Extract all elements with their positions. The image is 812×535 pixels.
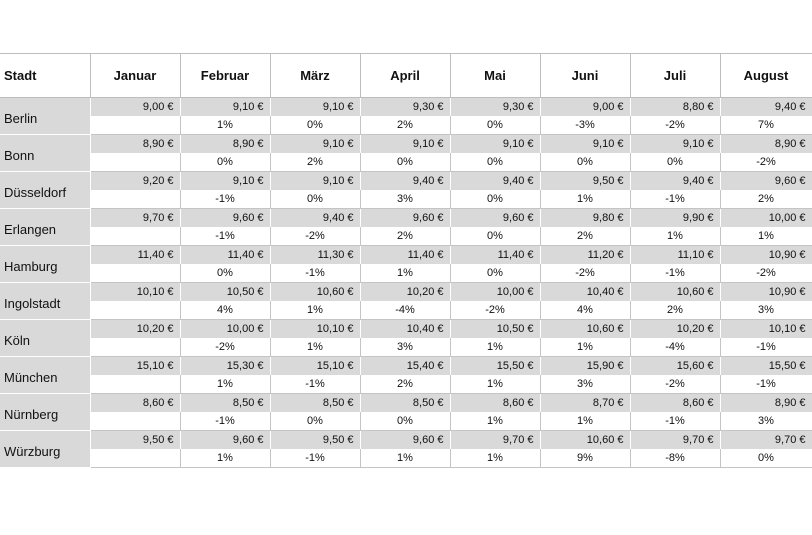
- table-row-changes: [0, 449, 812, 468]
- price-cell: 8,80 €: [630, 98, 720, 117]
- price-cell: 15,10 €: [90, 357, 180, 376]
- price-cell: 9,40 €: [450, 172, 540, 191]
- price-cell: 15,90 €: [540, 357, 630, 376]
- month-header-januar: Januar: [90, 54, 180, 98]
- price-cell: 9,30 €: [450, 98, 540, 117]
- price-cell: 9,00 €: [90, 98, 180, 117]
- price-cell: 15,60 €: [630, 357, 720, 376]
- table-body: [0, 98, 812, 468]
- price-cell: 9,10 €: [450, 135, 540, 154]
- price-table: [0, 53, 812, 468]
- city-name-cell: Würzburg: [0, 431, 90, 468]
- change-percent-cell: 1%: [450, 375, 540, 394]
- change-percent-cell: -1%: [180, 227, 270, 246]
- change-percent-cell: 0%: [360, 153, 450, 172]
- price-cell: 9,50 €: [90, 431, 180, 450]
- change-percent-cell: -1%: [630, 264, 720, 283]
- city-name-cell: Erlangen: [0, 209, 90, 246]
- city-column-header: Stadt: [0, 54, 90, 98]
- price-cell: 9,60 €: [720, 172, 812, 191]
- price-cell: 9,90 €: [630, 209, 720, 228]
- table-row-changes: [0, 153, 812, 172]
- change-percent-cell: 3%: [720, 412, 812, 431]
- price-cell: 9,60 €: [360, 431, 450, 450]
- header-row: [0, 54, 812, 98]
- price-cell: 9,70 €: [450, 431, 540, 450]
- change-percent-cell: -2%: [450, 301, 540, 320]
- price-cell: 10,90 €: [720, 283, 812, 302]
- change-percent-cell: 0%: [450, 264, 540, 283]
- month-header-maerz: März: [270, 54, 360, 98]
- price-cell: 10,50 €: [450, 320, 540, 339]
- price-cell: 9,80 €: [540, 209, 630, 228]
- change-percent-cell: -1%: [630, 190, 720, 209]
- price-cell: 9,10 €: [270, 98, 360, 117]
- price-cell: 9,30 €: [360, 98, 450, 117]
- price-cell: 10,10 €: [720, 320, 812, 339]
- change-percent-cell: -1%: [720, 375, 812, 394]
- change-percent-cell: 7%: [720, 116, 812, 135]
- change-percent-cell: 0%: [450, 227, 540, 246]
- price-cell: 9,10 €: [360, 135, 450, 154]
- price-cell: 8,90 €: [720, 394, 812, 413]
- price-cell: 8,50 €: [360, 394, 450, 413]
- price-cell: 15,50 €: [450, 357, 540, 376]
- change-percent-cell: -1%: [270, 264, 360, 283]
- price-cell: 10,60 €: [630, 283, 720, 302]
- change-percent-cell: 1%: [180, 375, 270, 394]
- table-row-prices: [0, 283, 812, 302]
- price-cell: 9,60 €: [180, 431, 270, 450]
- price-cell: 9,50 €: [270, 431, 360, 450]
- price-cell: 11,40 €: [180, 246, 270, 265]
- change-percent-cell: 3%: [360, 190, 450, 209]
- empty-change-cell: [90, 264, 180, 283]
- price-cell: 9,20 €: [90, 172, 180, 191]
- month-header-februar: Februar: [180, 54, 270, 98]
- table-row-prices: [0, 431, 812, 450]
- change-percent-cell: 0%: [360, 412, 450, 431]
- change-percent-cell: 1%: [720, 227, 812, 246]
- table-row-changes: [0, 264, 812, 283]
- price-cell: 9,10 €: [270, 172, 360, 191]
- empty-change-cell: [90, 301, 180, 320]
- city-name-cell: Berlin: [0, 98, 90, 135]
- month-header-april: April: [360, 54, 450, 98]
- price-cell: 11,20 €: [540, 246, 630, 265]
- change-percent-cell: 1%: [180, 449, 270, 468]
- change-percent-cell: 1%: [630, 227, 720, 246]
- change-percent-cell: 0%: [450, 153, 540, 172]
- change-percent-cell: -4%: [630, 338, 720, 357]
- change-percent-cell: 3%: [360, 338, 450, 357]
- month-header-juni: Juni: [540, 54, 630, 98]
- change-percent-cell: -1%: [270, 375, 360, 394]
- price-cell: 10,00 €: [720, 209, 812, 228]
- price-cell: 11,30 €: [270, 246, 360, 265]
- city-name-cell: Köln: [0, 320, 90, 357]
- price-cell: 10,60 €: [540, 431, 630, 450]
- table-row-prices: [0, 246, 812, 265]
- change-percent-cell: -2%: [720, 264, 812, 283]
- change-percent-cell: 0%: [630, 153, 720, 172]
- price-cell: 10,40 €: [360, 320, 450, 339]
- change-percent-cell: -1%: [180, 190, 270, 209]
- price-cell: 10,40 €: [540, 283, 630, 302]
- price-cell: 8,60 €: [450, 394, 540, 413]
- price-cell: 11,40 €: [450, 246, 540, 265]
- price-cell: 9,10 €: [180, 172, 270, 191]
- price-cell: 8,60 €: [90, 394, 180, 413]
- change-percent-cell: 2%: [360, 227, 450, 246]
- change-percent-cell: 1%: [180, 116, 270, 135]
- change-percent-cell: 1%: [540, 190, 630, 209]
- price-cell: 9,40 €: [720, 98, 812, 117]
- price-cell: 9,70 €: [720, 431, 812, 450]
- change-percent-cell: 0%: [720, 449, 812, 468]
- change-percent-cell: 2%: [360, 375, 450, 394]
- price-cell: 9,60 €: [180, 209, 270, 228]
- price-cell: 10,20 €: [630, 320, 720, 339]
- price-cell: 11,40 €: [360, 246, 450, 265]
- empty-change-cell: [90, 449, 180, 468]
- city-name-cell: München: [0, 357, 90, 394]
- change-percent-cell: 1%: [450, 412, 540, 431]
- change-percent-cell: 1%: [540, 412, 630, 431]
- change-percent-cell: -8%: [630, 449, 720, 468]
- change-percent-cell: -2%: [630, 116, 720, 135]
- change-percent-cell: 0%: [180, 264, 270, 283]
- price-cell: 11,10 €: [630, 246, 720, 265]
- price-cell: 9,50 €: [540, 172, 630, 191]
- change-percent-cell: 1%: [450, 338, 540, 357]
- price-cell: 9,40 €: [270, 209, 360, 228]
- change-percent-cell: 1%: [270, 301, 360, 320]
- table-row-changes: [0, 375, 812, 394]
- table-header: [0, 54, 812, 98]
- change-percent-cell: 2%: [630, 301, 720, 320]
- price-cell: 9,10 €: [630, 135, 720, 154]
- table-row-prices: [0, 209, 812, 228]
- price-cell: 8,50 €: [270, 394, 360, 413]
- change-percent-cell: 1%: [360, 449, 450, 468]
- change-percent-cell: 4%: [540, 301, 630, 320]
- table-row-prices: [0, 98, 812, 117]
- table-row-prices: [0, 135, 812, 154]
- change-percent-cell: 3%: [720, 301, 812, 320]
- table-row-changes: [0, 301, 812, 320]
- empty-change-cell: [90, 375, 180, 394]
- empty-change-cell: [90, 412, 180, 431]
- change-percent-cell: 0%: [540, 153, 630, 172]
- table-row-prices: [0, 394, 812, 413]
- price-cell: 8,50 €: [180, 394, 270, 413]
- price-cell: 8,90 €: [720, 135, 812, 154]
- price-cell: 9,10 €: [180, 98, 270, 117]
- price-cell: 11,40 €: [90, 246, 180, 265]
- change-percent-cell: 0%: [270, 412, 360, 431]
- empty-change-cell: [90, 338, 180, 357]
- table-row-changes: [0, 227, 812, 246]
- change-percent-cell: 2%: [720, 190, 812, 209]
- city-name-cell: Hamburg: [0, 246, 90, 283]
- city-name-cell: Nürnberg: [0, 394, 90, 431]
- price-cell: 10,00 €: [180, 320, 270, 339]
- price-cell: 10,90 €: [720, 246, 812, 265]
- change-percent-cell: 2%: [270, 153, 360, 172]
- change-percent-cell: -2%: [540, 264, 630, 283]
- change-percent-cell: 0%: [450, 116, 540, 135]
- change-percent-cell: 1%: [270, 338, 360, 357]
- change-percent-cell: 1%: [360, 264, 450, 283]
- price-cell: 9,60 €: [360, 209, 450, 228]
- change-percent-cell: -1%: [720, 338, 812, 357]
- price-cell: 10,20 €: [360, 283, 450, 302]
- price-cell: 10,00 €: [450, 283, 540, 302]
- price-cell: 9,60 €: [450, 209, 540, 228]
- change-percent-cell: 1%: [540, 338, 630, 357]
- change-percent-cell: 0%: [450, 190, 540, 209]
- change-percent-cell: 9%: [540, 449, 630, 468]
- change-percent-cell: -2%: [270, 227, 360, 246]
- month-header-august: August: [720, 54, 812, 98]
- price-cell: 15,10 €: [270, 357, 360, 376]
- price-cell: 8,90 €: [180, 135, 270, 154]
- price-cell: 15,50 €: [720, 357, 812, 376]
- price-cell: 9,00 €: [540, 98, 630, 117]
- price-cell: 9,10 €: [270, 135, 360, 154]
- table-row-changes: [0, 338, 812, 357]
- table-row-changes: [0, 116, 812, 135]
- change-percent-cell: -2%: [630, 375, 720, 394]
- change-percent-cell: -1%: [270, 449, 360, 468]
- price-cell: 10,10 €: [270, 320, 360, 339]
- change-percent-cell: 1%: [450, 449, 540, 468]
- change-percent-cell: -1%: [180, 412, 270, 431]
- price-cell: 10,60 €: [270, 283, 360, 302]
- change-percent-cell: -1%: [630, 412, 720, 431]
- price-cell: 9,70 €: [630, 431, 720, 450]
- change-percent-cell: 0%: [180, 153, 270, 172]
- month-header-mai: Mai: [450, 54, 540, 98]
- change-percent-cell: -4%: [360, 301, 450, 320]
- change-percent-cell: -3%: [540, 116, 630, 135]
- price-cell: 15,30 €: [180, 357, 270, 376]
- table-row-changes: [0, 412, 812, 431]
- price-cell: 15,40 €: [360, 357, 450, 376]
- change-percent-cell: 4%: [180, 301, 270, 320]
- month-header-juli: Juli: [630, 54, 720, 98]
- empty-change-cell: [90, 227, 180, 246]
- city-name-cell: Ingolstadt: [0, 283, 90, 320]
- price-cell: 9,40 €: [360, 172, 450, 191]
- price-cell: 10,60 €: [540, 320, 630, 339]
- price-cell: 8,70 €: [540, 394, 630, 413]
- price-cell: 8,60 €: [630, 394, 720, 413]
- change-percent-cell: 3%: [540, 375, 630, 394]
- empty-change-cell: [90, 153, 180, 172]
- change-percent-cell: 2%: [360, 116, 450, 135]
- price-cell: 9,70 €: [90, 209, 180, 228]
- price-cell: 10,20 €: [90, 320, 180, 339]
- price-cell: 10,10 €: [90, 283, 180, 302]
- city-name-cell: Bonn: [0, 135, 90, 172]
- table-row-prices: [0, 320, 812, 339]
- price-cell: 10,50 €: [180, 283, 270, 302]
- change-percent-cell: -2%: [180, 338, 270, 357]
- table-row-prices: [0, 172, 812, 191]
- change-percent-cell: 0%: [270, 116, 360, 135]
- price-cell: 9,10 €: [540, 135, 630, 154]
- change-percent-cell: 2%: [540, 227, 630, 246]
- city-name-cell: Düsseldorf: [0, 172, 90, 209]
- price-cell: 9,40 €: [630, 172, 720, 191]
- change-percent-cell: 0%: [270, 190, 360, 209]
- table-row-changes: [0, 190, 812, 209]
- table-row-prices: [0, 357, 812, 376]
- empty-change-cell: [90, 116, 180, 135]
- empty-change-cell: [90, 190, 180, 209]
- change-percent-cell: -2%: [720, 153, 812, 172]
- price-cell: 8,90 €: [90, 135, 180, 154]
